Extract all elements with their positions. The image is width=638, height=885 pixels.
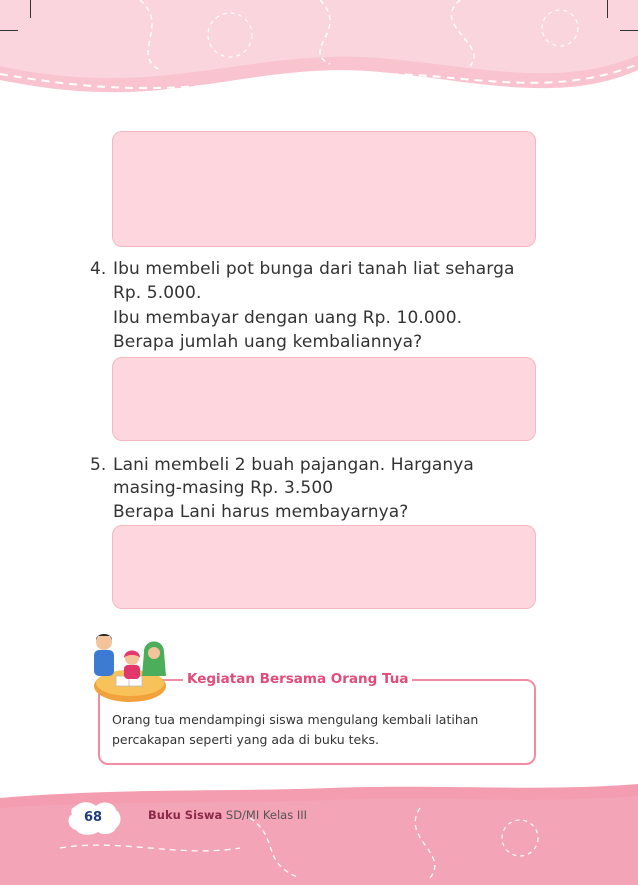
question-4-line-1: Ibu membeli pot bunga dari tanah liat seharga bbox=[113, 259, 515, 279]
answer-box-3[interactable] bbox=[112, 131, 536, 247]
question-4-line-2: Rp. 5.000. bbox=[113, 283, 202, 303]
family-reading-illustration bbox=[88, 628, 178, 708]
header-decoration bbox=[0, 0, 638, 110]
parent-activity-title: Kegiatan Bersama Orang Tua bbox=[183, 671, 412, 687]
page-number: 68 bbox=[83, 810, 103, 825]
answer-box-4[interactable] bbox=[112, 357, 536, 441]
parent-activity-line-2: percakapan seperti yang ada di buku teks. bbox=[112, 732, 379, 747]
crop-mark bbox=[0, 30, 18, 31]
crop-mark bbox=[620, 30, 638, 31]
crop-mark bbox=[30, 0, 31, 18]
question-5-line-2: masing-masing Rp. 3.500 bbox=[113, 478, 334, 498]
question-5-number: 5. bbox=[90, 455, 107, 475]
parent-activity-line-1: Orang tua mendampingi siswa mengulang kembali latihan bbox=[112, 712, 479, 727]
answer-box-5[interactable] bbox=[112, 525, 536, 609]
crop-mark bbox=[607, 0, 608, 18]
book-title-rest: SD/MI Kelas III bbox=[222, 808, 308, 822]
question-4-line-3: Ibu membayar dengan uang Rp. 10.000. bbox=[113, 308, 463, 328]
question-5-line-1: Lani membeli 2 buah pajangan. Harganya bbox=[113, 455, 474, 475]
book-title-bold: Buku Siswa bbox=[148, 808, 223, 822]
question-4-line-4: Berapa jumlah uang kembaliannya? bbox=[113, 332, 423, 352]
question-4-number: 4. bbox=[90, 259, 107, 279]
book-title bbox=[148, 808, 307, 822]
question-5-line-3: Berapa Lani harus membayarnya? bbox=[113, 502, 409, 522]
